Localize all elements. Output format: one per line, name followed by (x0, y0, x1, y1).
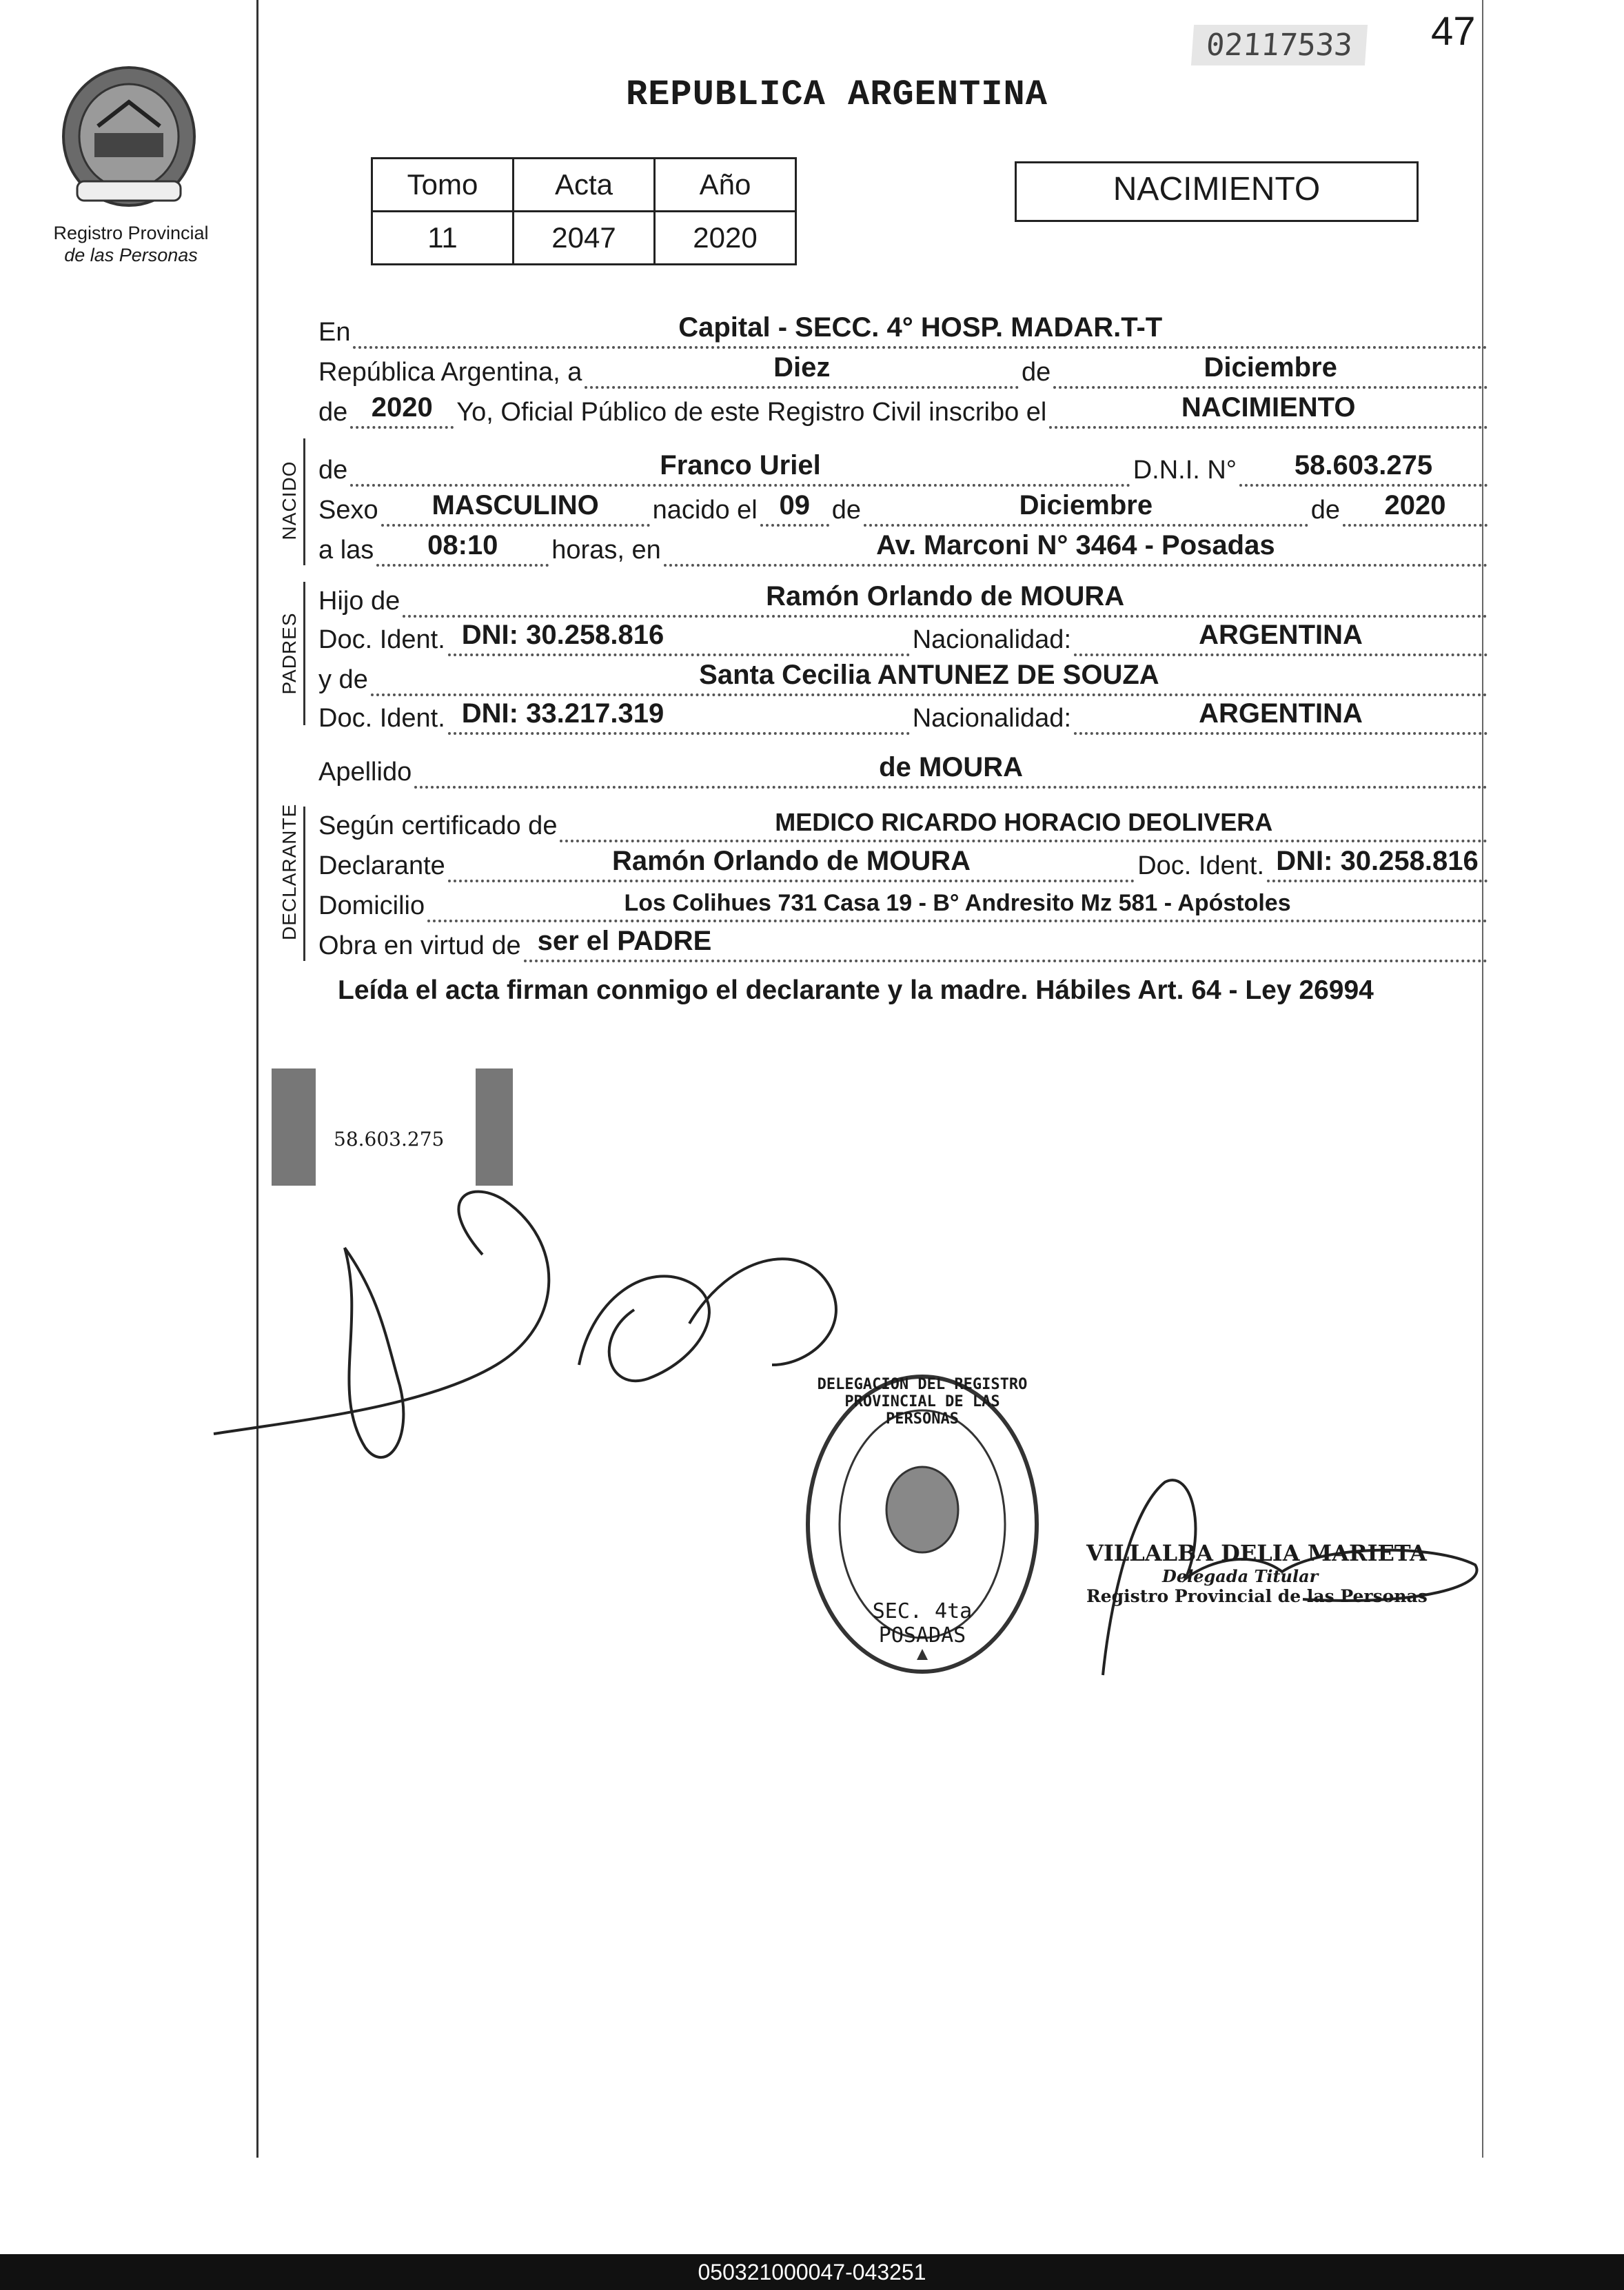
label-en: En (318, 318, 351, 347)
official-office: Registro Provincial de las Personas (1086, 1586, 1428, 1606)
field-month (1053, 352, 1488, 389)
label-hijo-de: Hijo de (318, 587, 400, 616)
row-en (318, 310, 1490, 349)
value-en: Capital - SECC. 4° HOSP. MADAR.T-T (678, 312, 1163, 343)
field-nombre (350, 450, 1130, 487)
row-hijo-de (318, 579, 1490, 618)
registry-caption-line2: de las Personas (64, 245, 198, 265)
field-father-nat (1074, 620, 1488, 656)
label-oficial: Yo, Oficial Público de este Registro Civil inscribo el (456, 398, 1047, 427)
field-year (350, 392, 454, 429)
label-declarante: Declarante (318, 851, 445, 880)
value-certificado: MEDICO RICARDO HORACIO DEOLIVERA (775, 808, 1273, 836)
label-de-nombre: de (318, 456, 348, 485)
fingerprint-number: 58.603.275 (334, 1128, 445, 1151)
label-de-anio: de (1310, 496, 1340, 525)
label-sexo: Sexo (318, 496, 378, 525)
value-father-doc: DNI: 30.258.816 (461, 620, 664, 650)
label-apellido: Apellido (318, 758, 412, 787)
section-label-padres: PADRES (278, 612, 300, 695)
row-certificado (318, 804, 1490, 842)
registry-caption (28, 222, 234, 266)
field-birth-month (864, 490, 1308, 527)
province-logo (57, 61, 201, 212)
declarant-signature (207, 1158, 869, 1475)
row-declarante (318, 844, 1490, 882)
value-month: Diciembre (1204, 352, 1337, 383)
closing-note: Leída el acta firman conmigo el declarante y la madre. Hábiles Art. 64 - Ley 26994 (338, 975, 1374, 1005)
value-birth-year: 2020 (1384, 490, 1446, 520)
field-sexo (381, 490, 650, 527)
table-header-tomo: Tomo (372, 159, 514, 212)
label-domicilio: Domicilio (318, 891, 425, 920)
field-mother-nat (1074, 698, 1488, 735)
value-time: 08:10 (427, 530, 498, 560)
bracket-nacido (303, 438, 305, 565)
seal-ring-text: DELEGACION DEL REGISTRO PROVINCIAL DE LAS PERSONAS (817, 1376, 1028, 1428)
row-hora (318, 528, 1490, 567)
value-father: Ramón Orlando de MOURA (766, 581, 1125, 611)
label-nac-father: Nacionalidad: (912, 625, 1071, 654)
value-mother-nat: ARGENTINA (1199, 698, 1363, 729)
act-type-box: NACIMIENTO (1015, 161, 1419, 222)
label-y-de: y de (318, 665, 368, 694)
value-nombre: Franco Uriel (660, 450, 821, 480)
field-declarante (448, 846, 1135, 882)
footer-code: 050321000047-043251 (0, 2254, 1624, 2290)
bracket-declarante (303, 807, 305, 961)
row-fecha (318, 350, 1490, 389)
register-table (371, 157, 797, 265)
page-title: REPUBLICA ARGENTINA (626, 74, 1048, 115)
value-dni: 58.603.275 (1294, 450, 1433, 480)
value-father-nat: ARGENTINA (1199, 620, 1363, 650)
value-domicilio: Los Colihues 731 Casa 19 - B° Andresito Mz 581 - Apóstoles (624, 890, 1291, 916)
table-cell-acta: 2047 (514, 212, 655, 265)
field-apellido (414, 752, 1488, 789)
official-stamp (1086, 1540, 1472, 1606)
value-day: Diez (773, 352, 831, 383)
row-domicilio (318, 884, 1490, 922)
value-birth-day: 09 (779, 490, 810, 520)
registry-caption-line1: Registro Provincial (53, 223, 209, 243)
field-obra (524, 926, 1488, 962)
control-number: 02117533 (1191, 25, 1368, 65)
label-doc-father: Doc. Ident. (318, 625, 445, 654)
field-father-doc (448, 620, 910, 656)
value-declarante: Ramón Orlando de MOURA (611, 846, 971, 876)
label-de-mes: de (831, 496, 862, 525)
row-obra (318, 924, 1490, 962)
label-republica: República Argentina, a (318, 358, 582, 387)
row-y-de (318, 658, 1490, 696)
label-certificado: Según certificado de (318, 811, 558, 840)
label-de-2: de (318, 398, 348, 427)
label-a-las: a las (318, 536, 374, 565)
label-nacido-el: nacido el (652, 496, 758, 525)
label-doc-declarante: Doc. Ident. (1137, 851, 1264, 880)
value-birth-month: Diciembre (1019, 490, 1153, 520)
value-mother: Santa Cecilia ANTUNEZ DE SOUZA (699, 660, 1159, 690)
field-certificado (560, 809, 1488, 842)
value-apellido: de MOURA (879, 752, 1024, 782)
field-time (376, 530, 549, 567)
row-sexo (318, 488, 1490, 527)
table-header-anio: Año (655, 159, 796, 212)
margin-line-left (256, 0, 258, 2158)
value-sexo: MASCULINO (432, 490, 599, 520)
official-role: Delegada Titular (1162, 1566, 1319, 1586)
field-domicilio (427, 889, 1488, 922)
label-nac-mother: Nacionalidad: (912, 704, 1071, 733)
field-mother (371, 660, 1488, 696)
field-birth-day (760, 490, 829, 527)
section-label-declarante: DECLARANTE (278, 803, 300, 940)
value-doc-declarante: DNI: 30.258.816 (1276, 846, 1479, 876)
page-number: 47 (1431, 9, 1476, 54)
seal-inner-text: SEC. 4ta POSADAS (872, 1599, 973, 1648)
field-mother-doc (448, 698, 910, 735)
bracket-padres (303, 582, 305, 725)
field-day (585, 352, 1019, 389)
registry-seal (804, 1372, 1041, 1676)
field-en (353, 312, 1488, 349)
label-doc-mother: Doc. Ident. (318, 704, 445, 733)
row-mother-doc (318, 696, 1490, 735)
label-dni: D.N.I. N° (1133, 456, 1237, 485)
row-apellido (318, 750, 1490, 789)
value-inscribe: NACIMIENTO (1181, 392, 1356, 423)
field-doc-declarante (1267, 846, 1488, 882)
field-inscribe (1049, 392, 1488, 429)
field-dni (1239, 450, 1488, 487)
value-year: 2020 (371, 392, 433, 423)
official-name: VILLALBA DELIA MARIETA (1086, 1540, 1427, 1566)
section-label-nacido: NACIDO (278, 460, 300, 540)
label-obra: Obra en virtud de (318, 931, 521, 960)
field-place (664, 530, 1488, 567)
table-header-acta: Acta (514, 159, 655, 212)
table-cell-anio: 2020 (655, 212, 796, 265)
label-de: de (1022, 358, 1051, 387)
table-cell-tomo: 11 (372, 212, 514, 265)
label-horas: horas, en (551, 536, 661, 565)
row-inscribo (318, 390, 1490, 429)
row-nombre (318, 448, 1490, 487)
value-mother-doc: DNI: 33.217.319 (461, 698, 664, 729)
value-obra: ser el PADRE (537, 926, 712, 956)
field-father (403, 581, 1488, 618)
field-birth-year (1343, 490, 1488, 527)
row-father-doc (318, 618, 1490, 656)
value-place: Av. Marconi N° 3464 - Posadas (876, 530, 1275, 560)
